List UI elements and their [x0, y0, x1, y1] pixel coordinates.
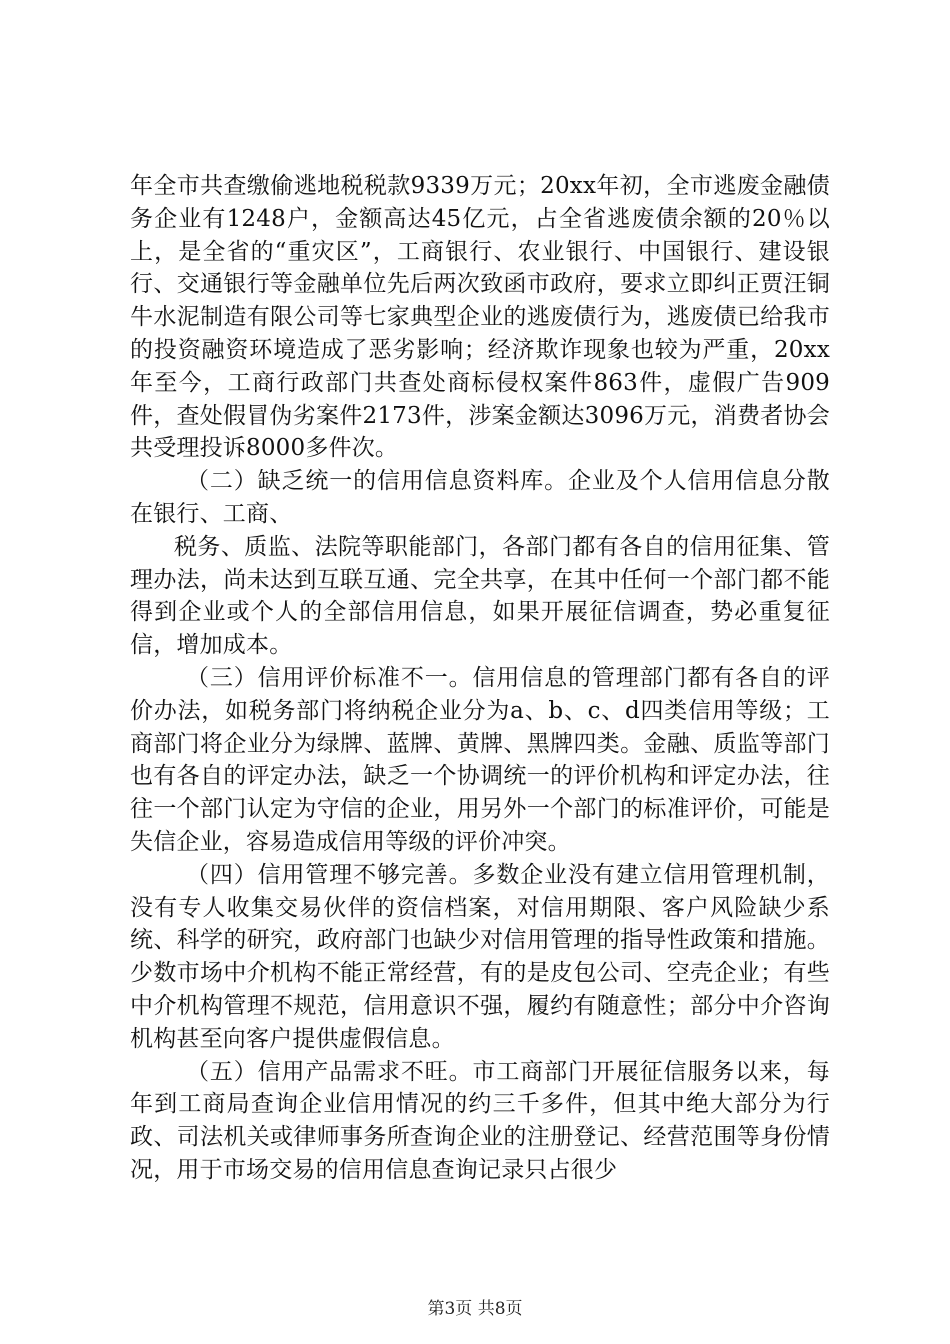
- paragraph-section-4: （四）信用管理不够完善。多数企业没有建立信用管理机制，没有专人收集交易伙伴的资信档案，对信用期限、客户风险缺少系统、科学的研究，政府部门也缺少对信用管理的指导性政策和措施。少数市场中介机构不能正常经营，有的是皮包公司、空壳企业；有些中介机构管理不规范，信用意识不强，履约有随意性；部分中介咨询机构甚至向客户提供虚假信息。: [130, 861, 830, 1052]
- document-body: [130, 170, 830, 1187]
- paragraph-section-2-cont: 税务、质监、法院等职能部门，各部门都有各自的信用征集、管理办法，尚未达到互联互通、完全共享，在其中任何一个部门都不能得到企业或个人的全部信用信息，如果开展征信调查，势必重复征信，增加成本。: [130, 533, 830, 659]
- paragraph-continuation: 年全市共查缴偷逃地税税款9339万元；20xx年初，全市逃废金融债务企业有1248户，金额高达45亿元，占全省逃废债余额的20％以上，是全省的“重灾区”，工商银行、农业银行、中国银行、建设银行、交通银行等金融单位先后两次致函市政府，要求立即纠正贾汪铜牛水泥制造有限公司等七家典型企业的逃废债行为，逃废债已给我市的投资融资环境造成了恶劣影响；经济欺诈现象也较为严重，20xx年至今，工商行政部门共查处商标侵权案件863件，虚假广告909件，查处假冒伪劣案件2173件，涉案金额达3096万元，消费者协会共受理投诉8000多件次。: [130, 173, 830, 462]
- paragraph-section-3: （三）信用评价标准不一。信用信息的管理部门都有各自的评价办法，如税务部门将纳税企业分为a、b、c、d四类信用等级；工商部门将企业分为绿牌、蓝牌、黄牌、黑牌四类。金融、质监等部门也有各自的评定办法，缺乏一个协调统一的评价机构和评定办法，往往一个部门认定为守信的企业，用另外一个部门的标准评价，可能是失信企业，容易造成信用等级的评价冲突。: [130, 664, 830, 855]
- page-number-footer: 第3页 共8页: [427, 1299, 523, 1319]
- paragraph-section-2: （二）缺乏统一的信用信息资料库。企业及个人信用信息分散在银行、工商、: [130, 468, 830, 527]
- paragraph-section-5: （五）信用产品需求不旺。市工商部门开展征信服务以来，每年到工商局查询企业信用情况的约三千多件，但其中绝大部分为行政、司法机关或律师事务所查询企业的注册登记、经营范围等身份情况，用于市场交易的信用信息查询记录只占很少: [130, 1058, 830, 1183]
